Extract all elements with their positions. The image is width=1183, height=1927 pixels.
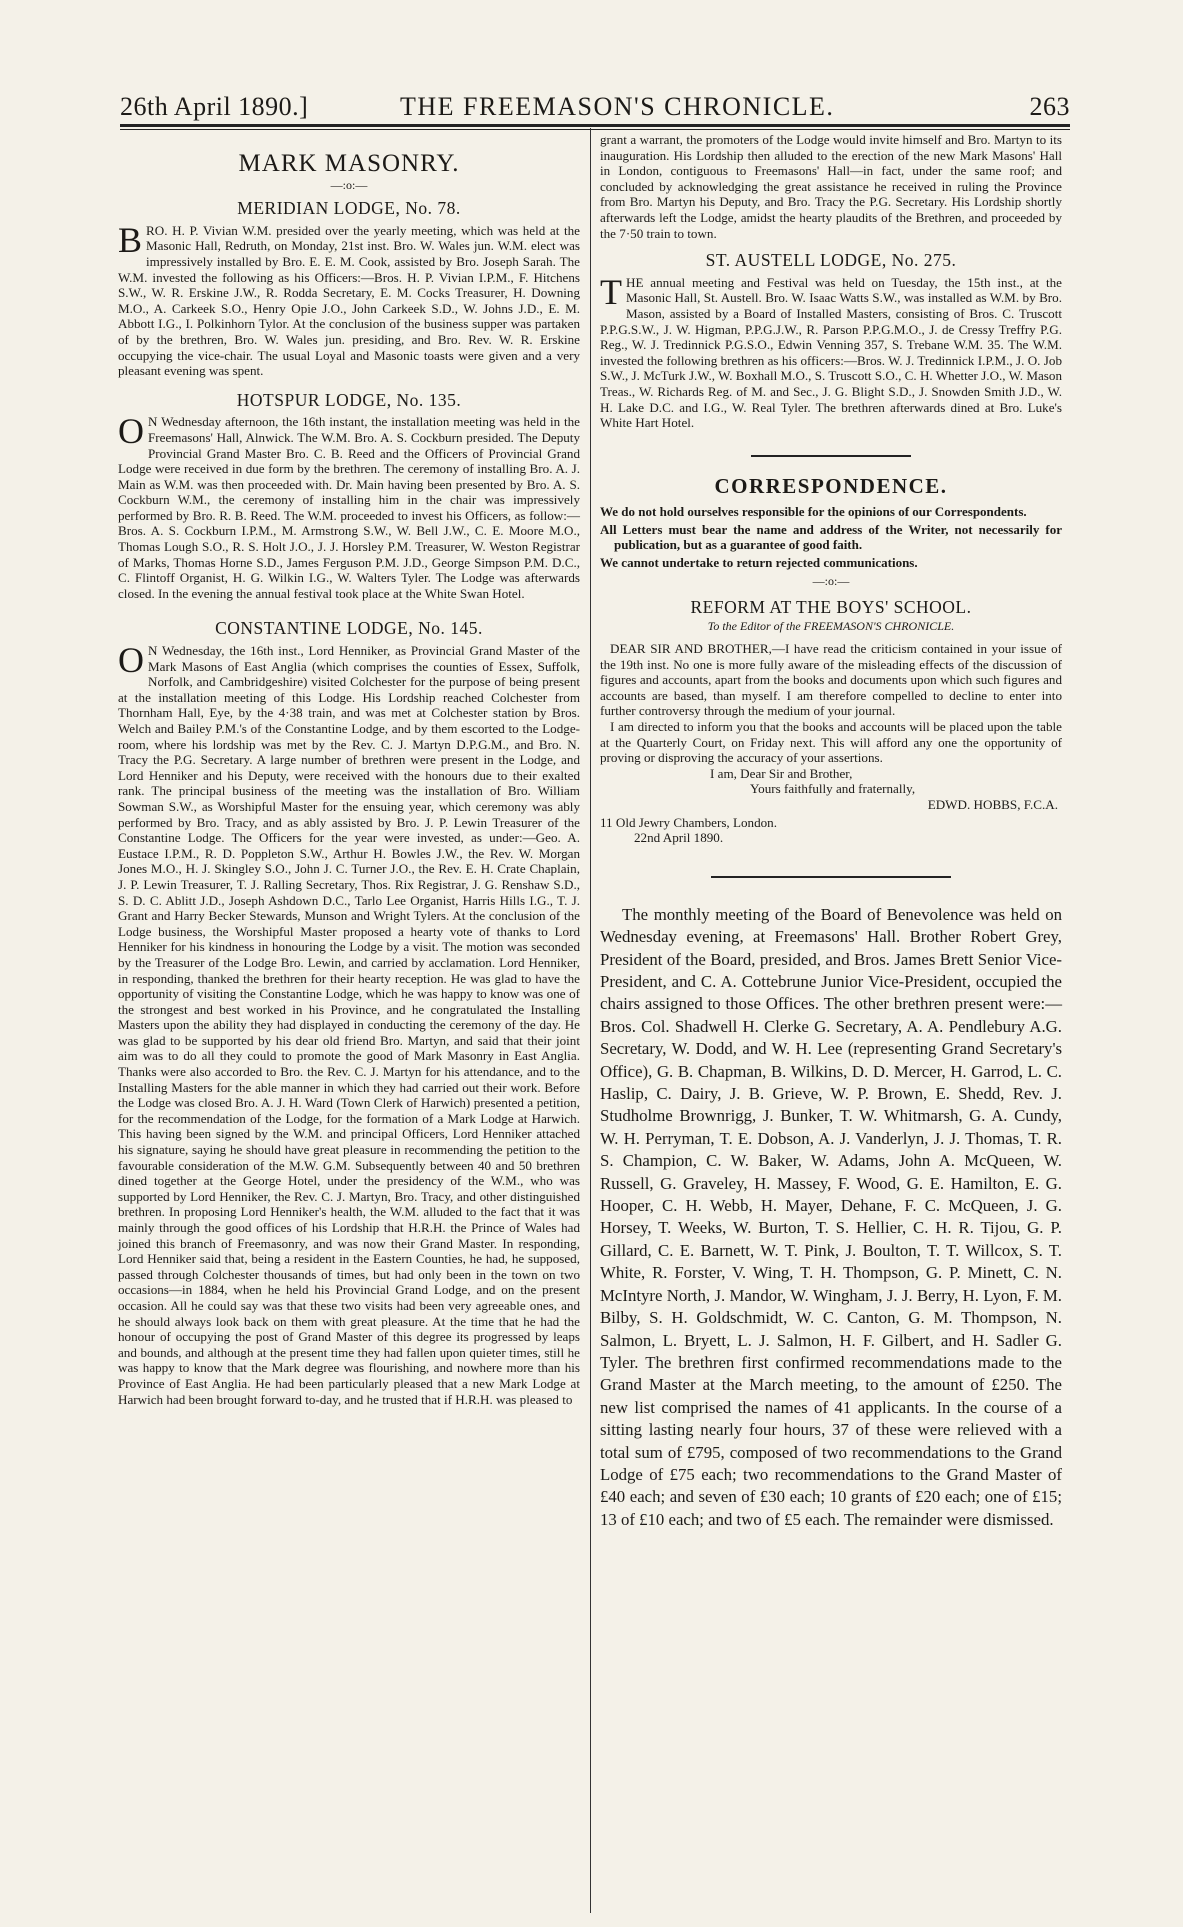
section-ornament: —:o:— (812, 574, 850, 589)
article-text: The monthly meeting of the Board of Benevolence was held on Wednesday evening, at Freemasons' Hall. Brother Robert Grey, President of the Board, presided, and Bros. James Brett Senior Vice-President, and C. A. Cottebrune Junior Vice-President, occupied the chairs assigned to those Offices. The other brethren present were:—Bros. Col. Shadwell H. Clerke G. Secretary, A. A. Pendlebury A.G. Secretary, W. Dodd, and W. H. Lee (representing Grand Secretary's Office), G. B. Chapman, B. Wilkins, D. D. Mercer, H. Garrod, L. C. Haslip, C. Dairy, J. B. Grieve, W. P. Brown, E. Shedd, Rev. J. Studholme Brownrigg, J. Bunker, T. W. Whitmarsh, G. A. Cundy, W. H. Perryman, T. E. Dobson, A. J. Vanderlyn, J. J. Thomas, T. R. S. Champion, C. W. Baker, W. Adams, John A. McQueen, W. Russell, G. Graveley, H. Massey, F. Wood, G. E. Hamilton, E. G. Hooper, C. H. Webb, H. Mayer, Dehane, F. C. McQueen, J. G. Horsey, T. Weeks, W. Burton, T. S. Hellier, C. H. R. Tijou, G. P. Gillard, C. E. Barnett, W. T. Pink, J. Boulton, T. T. Willcox, S. T. White, R. Forster, V. Wing, T. H. Thompson, G. P. Minett, C. N. McIntyre North, J. Mandor, W. Wingham, J. J. Berry, H. Lyon, F. M. Bilby, S. H. Goldschmidt, W. C. Canton, G. M. Thompson, N. Salmon, L. Bryett, L. J. Salmon, H. F. Gilbert, and H. Sadler G. Tyler. The brethren first confirmed recommendations made to the Grand Master at the March meeting, to the amount of £250. The new list comprised the names of 41 applicants. In the course of a sitting lasting nearly four hours, 37 of these were relieved with a total sum of £795, composed of two recommendations to the Grand Lodge of £75 each; two recommendations to the Grand Master of £40 each; and seven of £30 each; 10 grants of £20 each; one of £15; 13 of £10 each; and two of £5 each. The remainder were dismissed. (600, 904, 1062, 1529)
right-column (600, 132, 1062, 1531)
header-rule-thin (120, 129, 1070, 130)
header-rule (120, 124, 1070, 127)
article-text: N Wednesday afternoon, the 16th instant, the installation meeting was held in the Freemasons' Hall, Alnwick. The W.M. Bro. A. S. Cockburn presided. The Deputy Provincial Grand Master Bro. C. B. Reed and the Officers of Provincial Grand Lodge were received in due form by the brethren. The ceremony of installing Bro. A. J. Main as W.M. was then proceeded with. Dr. Main having been presented by Bro. A. S. Cockburn W.M., the ceremony of installing him in the chair was impressively performed by Bro. R. B. Reed. The W.M. proceeded to invest his Officers, as follow:—Bros. A. S. Cockburn I.P.M., M. Armstrong S.W., W. Bell J.W., C. E. Moore M.O., Thomas Lough S.O., R. S. Holt J.O., J. J. Horsley P.M. Treasurer, W. Weston Registrar of Marks, Thomas Horne S.D., James Ferguson P.M. J.D., George Simpson P.M. D.C., C. Flintoff Organist, H. G. Wilkin I.G., W. Walters Tyler. The Lodge was afterwards closed. In the evening the annual festival took place at the White Swan Hotel. (118, 414, 580, 601)
masthead (120, 92, 1070, 122)
notice-item: All Letters must bear the name and address of the Writer, not necessarily for publication, but as a guarantee of good faith. (600, 521, 1062, 553)
letter-closing: Yours faithfully and fraternally, (750, 781, 916, 797)
article-text: N Wednesday, the 16th inst., Lord Henniker, as Provincial Grand Master of the Mark Masons of East Anglia (which comprises the counties of Essex, Suffolk, Norfolk, and Cambridgeshire) visited Colchester for the purpose of being present at the installation meeting of this Lodge. His Lordship reached Colchester from Thornham Hall, Eye, by the 4·38 train, and was met at Colchester station by Bros. Welch and Bailey P.M.'s of the Constantine Lodge, and by them escorted to the Lodge-room, where his lordship was met by the Rev. C. J. Martyn D.P.G.M., and Bro. N. Tracy the P.G. Secretary. A large number of brethren were present in the Lodge, and Lord Henniker and his Deputy, were received with the honours due to their exalted rank. The principal business of the meeting was the installation of Bro. William Sowman S.W., as Worshipful Master for the ensuing year, which ceremony was ably performed by Bro. Tracy, and as ably assisted by Bro. J. P. Lewin Treasurer of the Constantine Lodge. The Officers for the year were invested, as under:—Geo. A. Eustace I.P.M., R. D. Poppleton S.W., Arthur H. Bowles J.W., the Rev. W. Morgan Jones M.O., H. J. Skingley S.O., John J. C. Turner J.O., the Rev. E. H. Crate Chaplain, J. P. Lewin Treasurer, T. J. Ralling Secretary, Thos. Rix Registrar, J. G. Renshaw S.D., S. D. C. Ablitt J.D., Joseph Ashdown D.C., Tarlo Lee Organist, Harris Hills I.G., T. J. Grant and Harry Becker Stewards, Munson and Wright Tylers. At the conclusion of the Lodge business, the Worshipful Master proposed a hearty vote of thanks to Lord Henniker for his kindness in honouring the Lodge by a visit. The motion was seconded by the Treasurer of the Lodge Bro. Lewin, and carried by acclamation. Lord Henniker, in responding, thanked the brethren for their hearty reception. He was glad to have the opportunity of visiting the Constantine Lodge, which he was happy to know was one of the strongest and best worked in his Province, and he congratulated the Installing Masters upon the ability they had displayed in conducting the ceremony of the day. He was glad to be supported by his dear old friend Bro. Martyn, and said that their joint aim was to do all they could to promote the good of Mark Masonry in East Anglia. Thanks were also accorded to Bro. the Rev. C. J. Martyn for his attendance, and to the Installing Masters for the able manner in which they had carried out their work. Before the Lodge was closed Bro. A. J. H. Ward (Town Clerk of Harwich) presented a petition, for the recommendation of the Lodge, for the formation of a Mark Lodge at Harwich. This having been signed by the W.M. and principal Officers, Lord Henniker attached his signature, saying he should have great pleasure in recommending the petition to the favourable consideration of the M.W. G.M. Subsequently between 40 and 50 brethren dined together at the George Hotel, under the presidency of the W.M., who was supported by Lord Henniker, the Rev. C. J. Martyn, Bro. Tracy, and other distinguished brethren. In proposing Lord Henniker's health, the W.M. alluded to the fact that it was mainly through the good offices of his Lordship that H.R.H. the Prince of Wales had joined this branch of Freemasonry, and was now their Grand Master. In responding, Lord Henniker said that, being a resident in the Eastern Counties, he had, he supposed, passed through Colchester thousands of times, but had only been in the town on two occasions—in 1884, when he held his Provincial Grand Lodge, and on the present occasion. All he could say was that these two visits had been very agreeable ones, and he should always look back on them with great pleasure. At the time that he had the honour of occupying the post of Grand Master of this degree its progressed by leaps and bounds, and although at the present time they had fallen upon quieter times, still he was happy to know that the Mark degree was flourishing, and nowhere more than his Province of East Anglia. He had been particularly pleased that a new Mark Lodge at Harwich had been brought forward to-day, and he trusted that if H.R.H. was pleased to (118, 643, 580, 1407)
letter-signature: EDWD. HOBBS, F.C.A. (927, 797, 1058, 812)
issue-date: 26th April 1890.] (120, 92, 309, 121)
article-text: RO. H. P. Vivian W.M. presided over the yearly meeting, which was held at the Masonic Hall, Redruth, on Monday, 21st inst. Bro. W. Wales jun. W.M. elect was impressively installed by Bro. E. E. M. Cook, assisted by Bro. Joseph Sarah. The W.M. invested the following as his Officers:—Bros. H. P. Vivian I.P.M., F. Hitchens S.W., W. R. Erskine J.W., R. Rodda Secretary, E. M. Cocks Treasurer, H. Downing M.O., A. Carkeek S.O., Henry Opie J.O., John Carkeek S.D., W. Johns J.D., E. M. Abbott I.G., I. Polkinhorn Tylor. At the conclusion of the business supper was partaken of by the brethren, Bro. W. Wales jun. presiding, and Bro. Rev. W. R. Erskine occupying the vice-chair. The usual Loyal and Masonic toasts were given and a very pleasant evening was spent. (118, 222, 580, 379)
article-text: HE annual meeting and Festival was held on Tuesday, the 15th inst., at the Masonic Hall, St. Austell. Bro. W. Isaac Watts S.W., was installed as W.M. by Bro. Mason, assisted by a Board of Installed Masters, consisting of Bros. C. Truscott P.P.G.S.W., J. W. Higman, P.P.G.J.W., R. Parson P.P.G.M.O., J. de Cressy Treffry P.G. Reg., W. J. Tredinnick P.G.S.O., Edwin Venning 357, S. Trebane W.M. 35. The W.M. invested the following brethren as his officers:—Bros. W. J. Tredinnick I.P.M., J. O. Job S.W., J. McTurk J.W., W. Boxhall M.O., S. Truscott S.O., C. H. Whetter J.O., W. Mason Treas., W. Richards Reg. of M. and Sec., J. G. Blight S.D., J. Snowden Smith J.D., W. H. Lake D.C. and I.G., W. Real Tyler. The brethren afterwards dined at Bro. Luke's White Hart Hotel. (600, 274, 1062, 431)
section-ornament: —:o:— (330, 177, 368, 192)
section-title-mark-masonry: MARK MASONRY. (238, 150, 460, 177)
heading-hotspur-lodge: HOTSPUR LODGE, No. 135. (236, 389, 462, 410)
drop-cap: O (118, 411, 144, 452)
article-meridian-lodge (118, 219, 580, 379)
heading-reform-boys-school: REFORM AT THE BOYS' SCHOOL. (690, 596, 972, 617)
column-divider (590, 128, 591, 1913)
letter-paragraph: DEAR SIR AND BROTHER,—I have read the criticism contained in your issue of the 19th inst. No one is more fully aware of the misleading effects of the discussion of figures and accounts, apart from the books and documents upon which such figures and accounts are based, than myself. I am therefore compelled to decline to enter into further controversy through the medium of your journal. (600, 641, 1062, 719)
article-st-austell-lodge (600, 271, 1062, 431)
article-constantine-continued: grant a warrant, the promoters of the Lodge would invite himself and Bro. Martyn to its inauguration. His Lordship then alluded to the erection of the new Mark Masons' Hall in London, contiguous to Freemasons' Hall—in fact, under the same roof; and concluded by acknowledging the great assistance he received in ruling the Province from Bro. Martyn his Deputy, and Bro. Tracy the P.G. Secretary. His Lordship shortly afterwards left the Lodge, amidst the hearty plaudits of the Brethren, and proceeded by the 7·50 train to town. (600, 132, 1062, 241)
section-separator (751, 455, 911, 457)
heading-st-austell-lodge: ST. AUSTELL LODGE, No. 275. (705, 250, 957, 271)
section-title-correspondence: CORRESPONDENCE. (714, 473, 948, 498)
notice-item: We cannot undertake to return rejected communications. (600, 554, 918, 570)
article-hotspur-lodge (118, 411, 580, 601)
article-board-of-benevolence (600, 904, 1062, 1531)
notice-item: We do not hold ourselves responsible for the opinions of our Correspondents. (600, 504, 1027, 520)
drop-cap: O (118, 640, 144, 681)
article-constantine-lodge (118, 640, 580, 1407)
correspondence-notices (600, 504, 1062, 570)
heading-meridian-lodge: MERIDIAN LODGE, No. 78. (237, 198, 461, 219)
letter-closing: I am, Dear Sir and Brother, (710, 765, 853, 781)
drop-cap: T (600, 271, 622, 312)
letter-address: 11 Old Jewry Chambers, London. (600, 814, 777, 830)
drop-cap: B (118, 219, 143, 260)
left-column (118, 132, 580, 1407)
newspaper-title: THE FREEMASON'S CHRONICLE. (400, 92, 835, 121)
letter-paragraph: I am directed to inform you that the books and accounts will be placed upon the table at the Quarterly Court, on Friday next. This will afford any one the opportunity of proving or disproving the accuracy of your assertions. (600, 719, 1062, 766)
heading-constantine-lodge: CONSTANTINE LODGE, No. 145. (215, 618, 483, 639)
section-separator (711, 876, 951, 878)
letter-date: 22nd April 1890. (634, 830, 724, 846)
letter-addressee: To the Editor of the FREEMASON'S CHRONICLE. (707, 619, 955, 634)
page-number: 263 (1029, 92, 1070, 121)
